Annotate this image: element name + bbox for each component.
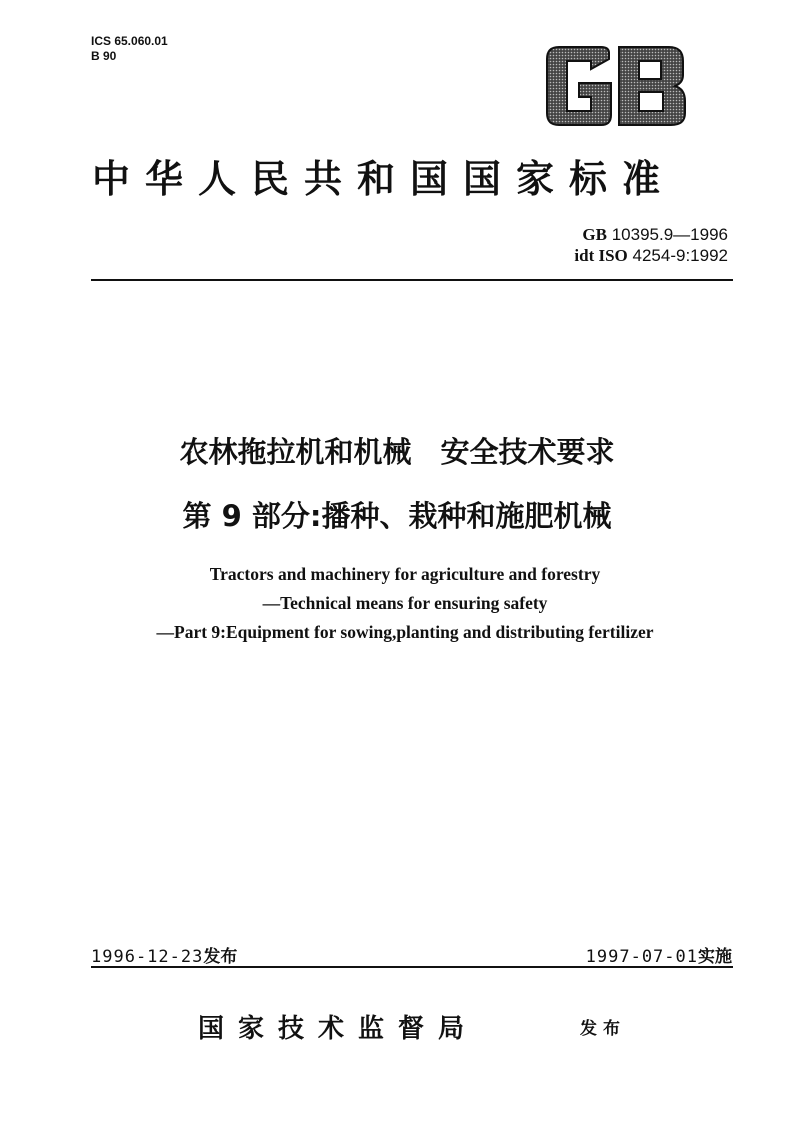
gb-label: GB — [582, 225, 607, 244]
footer-divider — [91, 966, 733, 968]
english-title-line3: —Part 9:Equipment for sowing,planting and distributing fertilizer — [156, 622, 654, 642]
idt-number — [574, 245, 728, 266]
ccs-code: B 90 — [91, 49, 117, 63]
standard-number-block — [574, 224, 728, 266]
gb-number — [574, 224, 728, 245]
gb-number-value: 10395.9—1996 — [611, 225, 728, 244]
chinese-title-line1: 农林拖拉机和机械 安全技术要求 — [179, 435, 615, 469]
classification-codes — [91, 34, 168, 64]
english-title-line1: Tractors and machinery for agriculture and forestry — [209, 564, 601, 584]
idt-number-value: 4254-9:1992 — [632, 246, 728, 265]
header-divider — [91, 279, 733, 281]
implement-label: 实施 — [698, 947, 732, 967]
ics-code: ICS 65.060.01 — [91, 34, 168, 48]
implement-date — [586, 942, 732, 967]
national-standard-title: 中华人民共和国国家标准 — [92, 157, 676, 201]
issue-label: 发布 — [203, 947, 238, 967]
idt-label: idt ISO — [574, 246, 628, 265]
issue-date-value: 1996-12-23 — [91, 947, 204, 967]
release-label: 发布 — [580, 1019, 626, 1039]
publisher-name: 国家技术监督局 — [198, 1014, 479, 1044]
issue-date — [91, 942, 237, 967]
chinese-title-line2: 第 9 部分:播种、栽种和施肥机械 — [182, 499, 612, 533]
english-title-line2: —Technical means for ensuring safety — [262, 593, 548, 613]
implement-date-value: 1997-07-01 — [585, 947, 698, 967]
gb-logo-icon — [543, 45, 689, 127]
